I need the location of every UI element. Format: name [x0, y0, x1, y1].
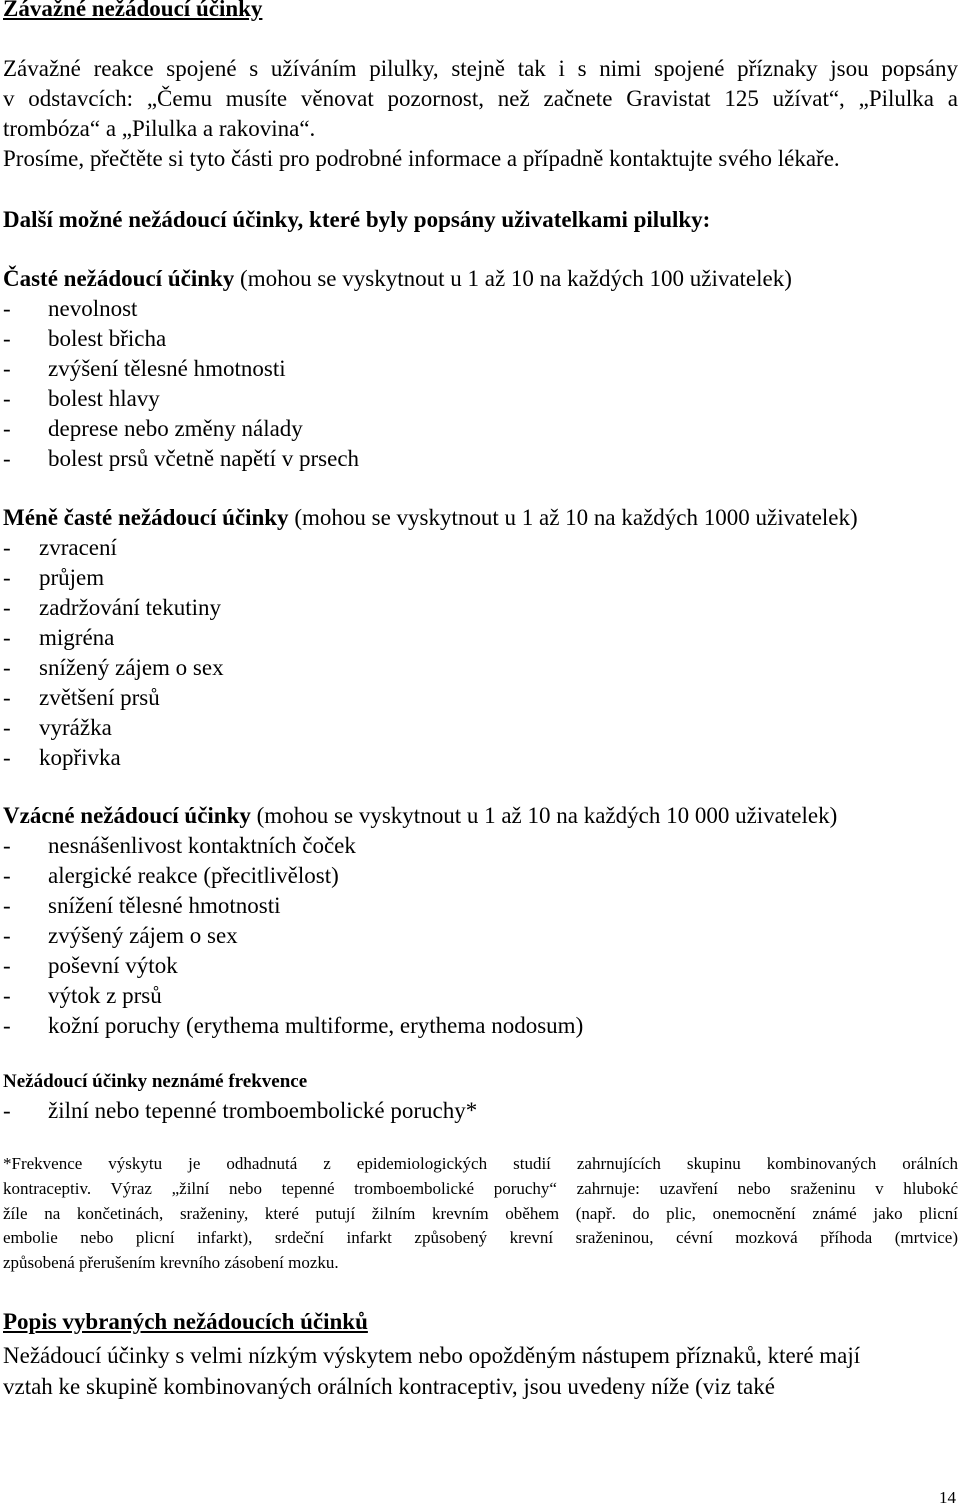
list-item-text: bolest hlavy	[48, 386, 160, 411]
list-item-text: snížený zájem o sex	[39, 655, 224, 680]
list-dash: -	[3, 745, 11, 770]
footnote-line: *Frekvence výskytu je odhadnutá z epidemiologických studií zahrnujících skupinu kombinovaných orálních	[3, 1154, 958, 1173]
list-item	[3, 384, 792, 414]
list-item-text: vyrážka	[39, 715, 112, 740]
list-dash: -	[3, 1098, 11, 1123]
list-item-text: zvýšený zájem o sex	[48, 923, 238, 948]
list-item-text: kožní poruchy (erythema multiforme, erythema nodosum)	[48, 1013, 584, 1038]
list-item	[3, 861, 837, 891]
list-item-text: průjem	[39, 565, 105, 590]
list-item	[3, 324, 792, 354]
intro-line: Závažné reakce spojené s užíváním pilulky, stejně tak i s nimi spojené příznaky jsou popsány	[3, 56, 958, 81]
footnote	[3, 1152, 958, 1276]
page-number: 14	[939, 1488, 956, 1507]
list-item-text: poševní výtok	[48, 953, 178, 978]
list-item	[3, 623, 858, 653]
list-item	[3, 1011, 837, 1041]
less-common-effects-title-rest: (mohou se vyskytnout u 1 až 10 na každých 1000 uživatelek)	[288, 505, 858, 530]
list-dash: -	[3, 565, 11, 590]
list-item-text: zvracení	[39, 535, 117, 560]
list-item	[3, 743, 858, 773]
list-item	[3, 831, 837, 861]
list-dash: -	[3, 625, 11, 650]
list-item	[3, 653, 858, 683]
rare-effects-list	[3, 831, 837, 1041]
list-item-text: nevolnost	[48, 296, 138, 321]
unknown-frequency-title: Nežádoucí účinky neznámé frekvence	[3, 1071, 308, 1092]
list-item	[3, 1096, 478, 1128]
list-item-text: snížení tělesné hmotnosti	[48, 893, 281, 918]
list-item	[3, 713, 858, 743]
section-heading: Závažné nežádoucí účinky	[3, 0, 263, 21]
list-item	[3, 354, 792, 384]
list-item-text: žilní nebo tepenné tromboembolické poruchy*	[48, 1098, 478, 1123]
less-common-effects-title-bold: Méně časté nežádoucí účinky	[3, 505, 289, 530]
intro-paragraph	[3, 54, 958, 144]
list-item-text: alergické reakce (přecitlivělost)	[48, 863, 339, 888]
list-dash: -	[3, 655, 11, 680]
list-item	[3, 593, 858, 623]
list-item-text: kopřivka	[39, 745, 121, 770]
footnote-line: kontraceptiv. Výraz „žilní nebo tepenné tromboembolické poruchy“ zahrnuje: uzavření nebo sraženinu v hlubokć	[3, 1178, 958, 1198]
rare-effects-title	[3, 801, 837, 831]
unknown-frequency-list	[3, 1096, 478, 1128]
list-item-text: výtok z prsů	[48, 983, 162, 1008]
list-dash: -	[3, 983, 11, 1008]
list-item-text: zvýšení tělesné hmotnosti	[48, 356, 286, 381]
footnote-line: žíle na končetinách, sraženiny, které putují žilním krevním oběhem (např. do plic, onemocnění známé jako plicní	[3, 1203, 958, 1223]
common-effects-title-rest: (mohou se vyskytnout u 1 až 10 na každých 100 uživatelek)	[234, 266, 792, 291]
list-item-text: deprese nebo změny nálady	[48, 416, 303, 441]
list-dash: -	[3, 595, 11, 620]
list-item	[3, 444, 792, 474]
list-dash: -	[3, 923, 11, 948]
list-item	[3, 981, 837, 1011]
list-dash: -	[3, 326, 11, 351]
list-dash: -	[3, 685, 11, 710]
less-common-effects-title	[3, 503, 858, 533]
list-item	[3, 563, 858, 593]
footnote-line: embolie nebo plicní infarkt), srdeční infarkt způsobený krevní sraženinou, cévní mozková příhoda (mrtvice)	[3, 1228, 958, 1248]
popis-line: vztah ke skupině kombinovaných orálních kontraceptiv, jsou uvedeny níže (viz také	[3, 1374, 775, 1399]
list-dash: -	[3, 863, 11, 888]
common-effects-list	[3, 294, 792, 474]
list-item-text: bolest prsů včetně napětí v prsech	[48, 446, 360, 471]
less-common-effects-section	[3, 503, 858, 773]
popis-heading: Popis vybraných nežádoucích účinků	[3, 1309, 368, 1334]
list-item-text: migréna	[39, 625, 115, 650]
list-item-text: zvětšení prsů	[39, 685, 160, 710]
list-dash: -	[3, 535, 11, 560]
rare-effects-title-rest: (mohou se vyskytnout u 1 až 10 na každých 10 000 uživatelek)	[250, 803, 838, 828]
less-common-effects-list	[3, 533, 858, 773]
rare-effects-title-bold: Vzácné nežádoucí účinky	[3, 803, 251, 828]
footnote-line: způsobená přerušením krevního zásobení mozku.	[3, 1253, 339, 1273]
list-item	[3, 414, 792, 444]
list-dash: -	[3, 296, 11, 321]
popis-paragraph	[3, 1340, 860, 1402]
list-dash: -	[3, 893, 11, 918]
popis-line: Nežádoucí účinky s velmi nízkým výskytem nebo opožděným nástupem příznaků, které mají	[3, 1343, 861, 1368]
list-item	[3, 683, 858, 713]
list-item	[3, 891, 837, 921]
list-dash: -	[3, 1013, 11, 1038]
list-item	[3, 294, 792, 324]
common-effects-title-bold: Časté nežádoucí účinky	[3, 266, 235, 291]
list-item	[3, 533, 858, 563]
common-effects-section	[3, 264, 792, 474]
intro-line: trombóza“ a „Pilulka a rakovina“.	[3, 116, 316, 141]
list-item	[3, 951, 837, 981]
intro-line: v odstavcích: „Čemu musíte věnovat pozornost, než začnete Gravistat 125 užívat“, „Pilulka a	[3, 86, 958, 111]
list-item-text: nesnášenlivost kontaktních čoček	[48, 833, 356, 858]
list-dash: -	[3, 833, 11, 858]
intro-note: Prosíme, přečtěte si tyto části pro podrobné informace a případně kontaktujte svého lékaře.	[3, 146, 840, 171]
list-item	[3, 921, 837, 951]
list-dash: -	[3, 953, 11, 978]
list-item-text: bolest břicha	[48, 326, 167, 351]
list-dash: -	[3, 386, 11, 411]
list-dash: -	[3, 715, 11, 740]
list-dash: -	[3, 446, 11, 471]
unknown-frequency-section	[3, 1068, 478, 1128]
list-item-text: zadržování tekutiny	[39, 595, 222, 620]
other-effects-subheading: Další možné nežádoucí účinky, které byly popsány uživatelkami pilulky:	[3, 207, 711, 232]
common-effects-title	[3, 264, 792, 294]
list-dash: -	[3, 356, 11, 381]
rare-effects-section	[3, 801, 837, 1041]
list-dash: -	[3, 416, 11, 441]
